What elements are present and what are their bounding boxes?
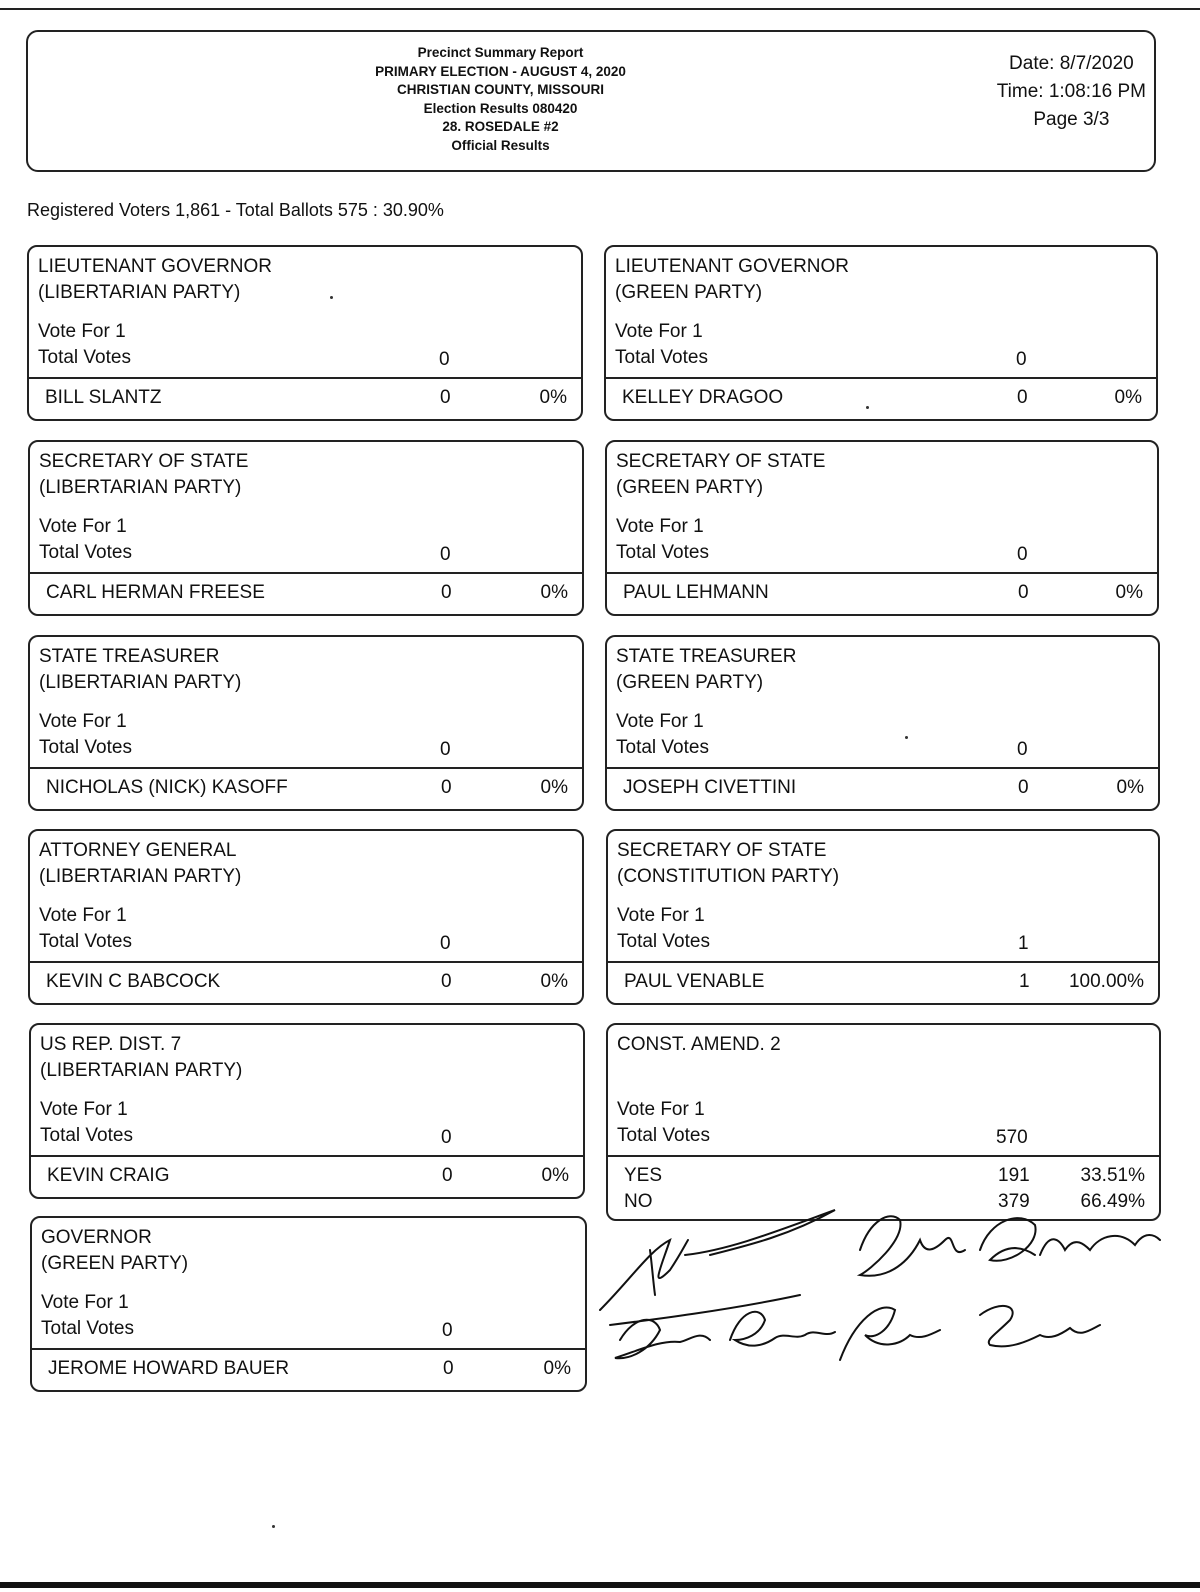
candidate-votes: 0 bbox=[441, 582, 452, 603]
divider bbox=[30, 961, 582, 963]
county-name: CHRISTIAN COUNTY, MISSOURI bbox=[396, 82, 604, 97]
vote-for: Vote For 1 bbox=[41, 1292, 129, 1313]
race-title: LIEUTENANT GOVERNOR (GREEN PARTY) bbox=[615, 256, 850, 303]
race-box bbox=[28, 440, 584, 616]
vote-for: Vote For 1 bbox=[616, 711, 704, 732]
scan-speck bbox=[330, 296, 333, 299]
candidate-votes: 0 bbox=[441, 777, 452, 798]
report-header bbox=[26, 30, 1156, 172]
race-title: SECRETARY OF STATE (CONSTITUTION PARTY) bbox=[617, 840, 840, 887]
race-box bbox=[28, 635, 584, 811]
race-box bbox=[604, 245, 1158, 421]
option-percent: 66.49% bbox=[1080, 1191, 1145, 1212]
total-votes-label: Total Votes bbox=[39, 931, 132, 952]
candidate-votes: 0 bbox=[1017, 387, 1028, 408]
total-votes-value: 1 bbox=[1018, 933, 1029, 954]
precinct-name: 28. ROSEDALE #2 bbox=[442, 119, 559, 134]
vote-for: Vote For 1 bbox=[616, 516, 704, 537]
divider bbox=[30, 767, 582, 769]
race-box bbox=[605, 635, 1160, 811]
candidate-name: JEROME HOWARD BAUER bbox=[48, 1358, 290, 1379]
total-votes-value: 0 bbox=[442, 1320, 453, 1341]
signatures bbox=[590, 1200, 1170, 1380]
divider bbox=[606, 377, 1156, 379]
candidate-name: NICHOLAS (NICK) KASOFF bbox=[46, 777, 288, 798]
divider bbox=[608, 1155, 1159, 1157]
option-votes: 379 bbox=[998, 1191, 1030, 1212]
candidate-votes: 0 bbox=[443, 1358, 454, 1379]
total-votes-label: Total Votes bbox=[617, 1125, 710, 1146]
scan-speck bbox=[905, 736, 908, 739]
divider bbox=[32, 1348, 585, 1350]
vote-for: Vote For 1 bbox=[39, 905, 127, 926]
amendment-box bbox=[606, 1023, 1161, 1221]
vote-for: Vote For 1 bbox=[615, 321, 703, 342]
race-box bbox=[605, 440, 1159, 616]
total-votes-label: Total Votes bbox=[41, 1318, 134, 1339]
candidate-name: JOSEPH CIVETTINI bbox=[623, 777, 797, 798]
candidate-percent: 0% bbox=[540, 777, 568, 798]
candidate-name: KELLEY DRAGOO bbox=[622, 387, 784, 408]
candidate-name: KEVIN CRAIG bbox=[47, 1165, 170, 1186]
candidate-votes: 0 bbox=[1018, 582, 1029, 603]
vote-for: Vote For 1 bbox=[617, 905, 705, 926]
candidate-votes: 0 bbox=[440, 387, 451, 408]
race-title: GOVERNOR (GREEN PARTY) bbox=[41, 1227, 189, 1274]
candidate-percent: 100.00% bbox=[1068, 971, 1144, 992]
total-votes-value: 0 bbox=[1017, 739, 1028, 760]
page-number: Page 3/3 bbox=[1033, 109, 1110, 130]
candidate-percent: 0% bbox=[1116, 777, 1144, 798]
race-box bbox=[30, 1216, 587, 1392]
candidate-percent: 0% bbox=[540, 971, 568, 992]
vote-for: Vote For 1 bbox=[40, 1099, 128, 1120]
candidate-votes: 0 bbox=[441, 971, 452, 992]
total-votes-label: Total Votes bbox=[38, 347, 131, 368]
race-title: LIEUTENANT GOVERNOR (LIBERTARIAN PARTY) bbox=[38, 256, 273, 303]
report-time: Time: 1:08:16 PM bbox=[996, 81, 1146, 102]
divider bbox=[31, 1155, 583, 1157]
candidate-votes: 0 bbox=[442, 1165, 453, 1186]
candidate-name: CARL HERMAN FREESE bbox=[46, 582, 265, 603]
option-label: YES bbox=[624, 1165, 663, 1186]
report-date: Date: 8/7/2020 bbox=[1009, 53, 1134, 74]
race-title: STATE TREASURER (GREEN PARTY) bbox=[616, 646, 797, 693]
scan-speck bbox=[272, 1525, 275, 1528]
total-votes-value: 0 bbox=[439, 349, 450, 370]
total-votes-label: Total Votes bbox=[615, 347, 708, 368]
candidate-name: BILL SLANTZ bbox=[45, 387, 162, 408]
option-label: NO bbox=[624, 1191, 653, 1212]
vote-for: Vote For 1 bbox=[38, 321, 126, 342]
header-title-block bbox=[328, 44, 673, 155]
report-title: Precinct Summary Report bbox=[417, 45, 584, 60]
top-rule bbox=[0, 8, 1200, 10]
candidate-percent: 0% bbox=[541, 1165, 569, 1186]
vote-for: Vote For 1 bbox=[39, 711, 127, 732]
option-percent: 33.51% bbox=[1080, 1165, 1145, 1186]
vote-for: Vote For 1 bbox=[617, 1099, 705, 1120]
divider bbox=[608, 961, 1158, 963]
total-votes-value: 0 bbox=[1017, 544, 1028, 565]
vote-for: Vote For 1 bbox=[39, 516, 127, 537]
race-box bbox=[29, 1023, 585, 1199]
option-votes: 191 bbox=[998, 1165, 1030, 1186]
header-meta bbox=[997, 50, 1146, 134]
candidate-votes: 0 bbox=[1018, 777, 1029, 798]
candidate-name: PAUL VENABLE bbox=[624, 971, 765, 992]
race-title: STATE TREASURER (LIBERTARIAN PARTY) bbox=[39, 646, 242, 693]
divider bbox=[607, 572, 1157, 574]
total-votes-label: Total Votes bbox=[616, 542, 709, 563]
race-box bbox=[27, 245, 583, 421]
race-box bbox=[28, 829, 584, 1005]
total-votes-value: 570 bbox=[996, 1127, 1028, 1148]
divider bbox=[30, 572, 582, 574]
divider bbox=[607, 767, 1158, 769]
total-votes-label: Total Votes bbox=[617, 931, 710, 952]
candidate-name: KEVIN C BABCOCK bbox=[46, 971, 221, 992]
candidate-percent: 0% bbox=[1115, 582, 1143, 603]
total-votes-value: 0 bbox=[440, 739, 451, 760]
candidate-percent: 0% bbox=[1114, 387, 1142, 408]
candidate-percent: 0% bbox=[539, 387, 567, 408]
total-votes-value: 0 bbox=[1016, 349, 1027, 370]
race-box bbox=[606, 829, 1160, 1005]
candidate-votes: 1 bbox=[1019, 971, 1030, 992]
race-title: SECRETARY OF STATE (LIBERTARIAN PARTY) bbox=[39, 451, 249, 498]
total-votes-label: Total Votes bbox=[39, 737, 132, 758]
race-title: SECRETARY OF STATE (GREEN PARTY) bbox=[616, 451, 826, 498]
official-label: Official Results bbox=[451, 137, 550, 153]
results-id: Election Results 080420 bbox=[423, 100, 578, 116]
total-votes-value: 0 bbox=[440, 544, 451, 565]
amendment-title: CONST. AMEND. 2 bbox=[617, 1034, 781, 1055]
race-title: ATTORNEY GENERAL (LIBERTARIAN PARTY) bbox=[39, 840, 242, 887]
total-votes-value: 0 bbox=[441, 1127, 452, 1148]
bottom-rule bbox=[0, 1582, 1200, 1588]
scan-speck bbox=[866, 406, 869, 409]
divider bbox=[29, 377, 581, 379]
candidate-percent: 0% bbox=[540, 582, 568, 603]
total-votes-value: 0 bbox=[440, 933, 451, 954]
race-title: US REP. DIST. 7 (LIBERTARIAN PARTY) bbox=[40, 1034, 243, 1081]
candidate-name: PAUL LEHMANN bbox=[623, 582, 769, 603]
total-votes-label: Total Votes bbox=[40, 1125, 133, 1146]
total-votes-label: Total Votes bbox=[616, 737, 709, 758]
registered-voters-summary: Registered Voters 1,861 - Total Ballots 575 : 30.90% bbox=[27, 200, 444, 220]
election-name: PRIMARY ELECTION - AUGUST 4, 2020 bbox=[375, 63, 626, 79]
candidate-percent: 0% bbox=[543, 1358, 571, 1379]
total-votes-label: Total Votes bbox=[39, 542, 132, 563]
